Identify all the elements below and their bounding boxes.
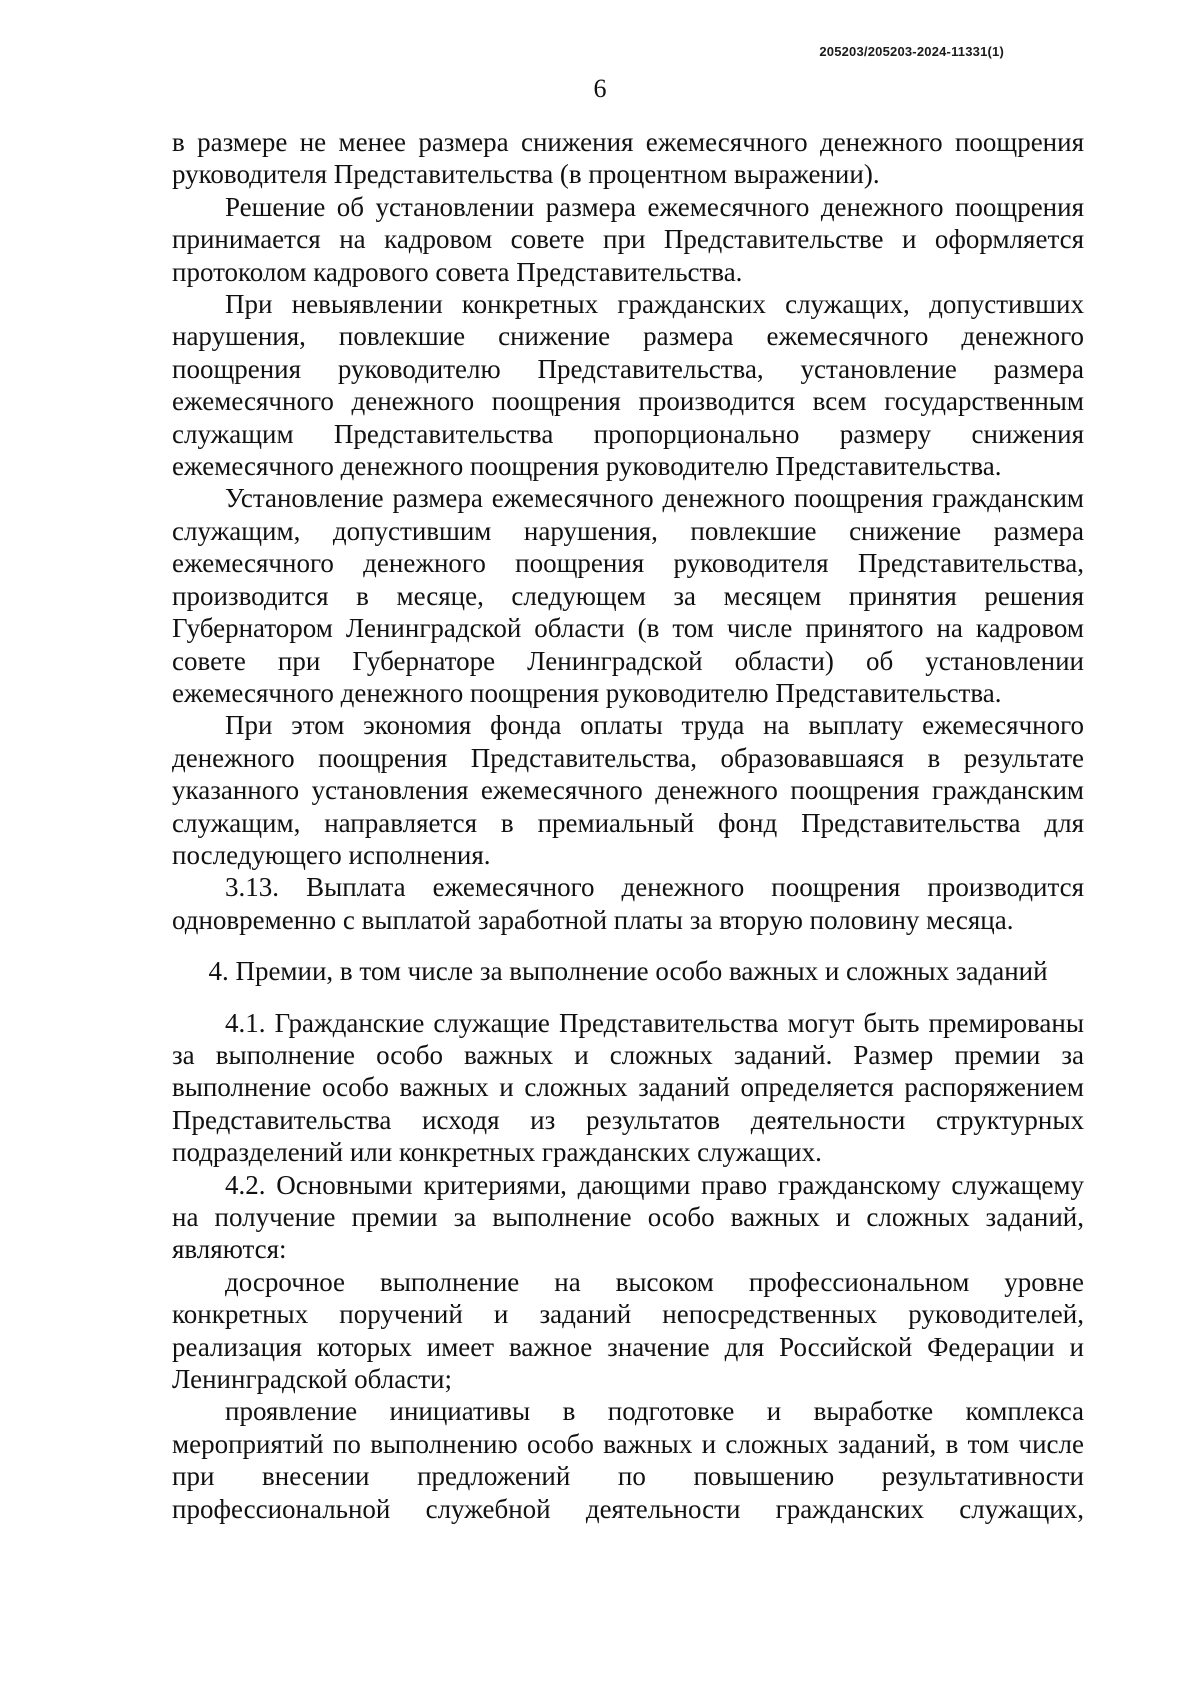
paragraph-4-2: 4.2. Основными критериями, дающими право гражданскому служащему на получение премии за выполнение особо важных и сложных заданий, являются: xyxy=(172,1169,1084,1265)
paragraph-savings: При этом экономия фонда оплаты труда на выплату ежемесячного денежного поощрения Представительства, образовавшаяся в результате указанного установления ежемесячного денежного поощрения гражданским служащим, направляется в премиальный фонд Представительства для последующего исполнения. xyxy=(172,710,1084,870)
paragraph-4-1: 4.1. Гражданские служащие Представительства могут быть премированы за выполнение особо важных и сложных заданий. Размер премии за выполнение особо важных и сложных заданий определяется распоряжением Представительства исходя из результатов деятельности структурных подразделений или конкретных гражданских служащих. xyxy=(172,1007,1084,1168)
paragraph-3-13: 3.13. Выплата ежемесячного денежного поощрения производится одновременно с выплатой заработной платы за вторую половину месяца. xyxy=(172,872,1084,935)
paragraph-continuation: в размере не менее размера снижения ежемесячного денежного поощрения руководителя Представительства (в процентном выражении). xyxy=(172,127,1084,190)
document-registration-number: 205203/205203-2024-11331(1) xyxy=(819,44,1004,59)
paragraph-criterion-initiative: проявление инициативы в подготовке и выработке комплекса мероприятий по выполнению особо важных и сложных заданий, в том числе при внесении предложений по повышению результативности профессиональной служебной деятельности гражданских служащих, xyxy=(172,1396,1084,1524)
paragraph-non-identification: При невыявлении конкретных гражданских служащих, допустивших нарушения, повлекшие снижение размера ежемесячного денежного поощрения руководителю Представительства, установление размера ежемесячного денежного поощрения производится всем государственным служащим Представительства пропорционально размеру снижения ежемесячного денежного поощрения руководителю Представительства. xyxy=(172,289,1084,482)
paragraph-establishment: Установление размера ежемесячного денежного поощрения гражданским служащим, допустившим нарушения, повлекшие снижение размера ежемесячного денежного поощрения руководителя Представительства, производится в месяце, следующем за месяцем принятия решения Губернатором Ленинградской области (в том числе принятого на кадровом совете при Губернаторе Ленинградской области) об установлении ежемесячного денежного поощрения руководителю Представительства. xyxy=(172,483,1084,708)
paragraph-decision: Решение об установлении размера ежемесячного денежного поощрения принимается на кадровом совете при Представительстве и оформляется протоколом кадрового совета Представительства. xyxy=(172,191,1084,287)
document-body xyxy=(172,126,1084,1525)
page-number: 6 xyxy=(593,74,607,103)
section-heading-4: 4. Премии, в том числе за выполнение особо важных и сложных заданий xyxy=(208,956,1048,987)
paragraph-criterion-early-completion: досрочное выполнение на высоком профессиональном уровне конкретных поручений и заданий непосредственных руководителей, реализация которых имеет важное значение для Российской Федерации и Ленинградской области; xyxy=(172,1266,1084,1395)
